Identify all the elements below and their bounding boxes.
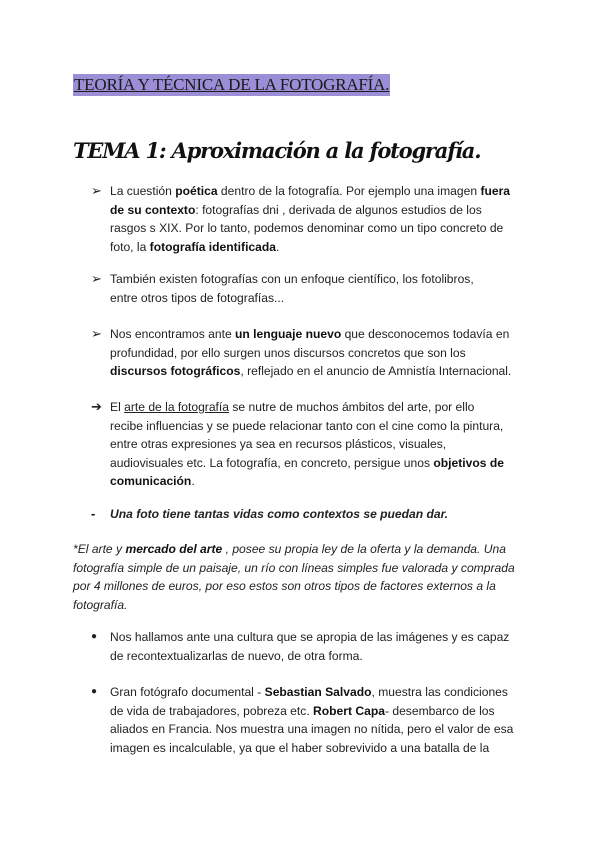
bullet-item-2-text: También existen fotografías con un enfoque científico, los fotolibros, entre otros tipos de fotografías... bbox=[110, 272, 474, 305]
arrowhead-bullet-icon: ➢ bbox=[91, 183, 102, 198]
arrowhead-bullet-icon: ➢ bbox=[91, 326, 102, 341]
bullet-item-1-text: La cuestión poética dentro de la fotografía. Por ejemplo una imagen fuera de su contexto: fotografías dni , derivada de algunos estudios de los rasgos s XIX. Por lo tanto, podemos denominar como un tipo concreto de foto, la fotografía identificada. bbox=[110, 184, 511, 254]
bullet-item-3-text: Nos encontramos ante un lenguaje nuevo que desconocemos todavía en profundidad, por ello surgen unos discursos concretos que son los discursos fotográficos, reflejado en el anuncio de Amnistía Internacional. bbox=[110, 327, 512, 379]
bullet-item-4-text: El arte de la fotografía se nutre de muchos ámbitos del arte, por ello recibe influencias y se puede relacionar tanto con el cine como la pintura, entre otras expresiones ya sea en recursos plásticos, visuales, audiovisuales etc. La fotografía, en concreto, persigue unos objetivos de comunicación. bbox=[110, 400, 504, 489]
note-paragraph: *El arte y mercado del arte , posee su propia ley de la oferta y la demanda. Una fotografía simple de un paisaje, un río con líneas simples fue valorada y comprada por 4 millones de euros, por eso estos son otros tipos de factores externos a la fotografía. bbox=[73, 542, 515, 612]
dash-bullet-icon: - bbox=[91, 506, 96, 521]
document-header-title: TEORÍA Y TÉCNICA DE LA FOTOGRAFÍA. bbox=[74, 75, 390, 94]
round-bullet-icon: ● bbox=[91, 631, 98, 642]
round-bullet-icon: ● bbox=[91, 686, 98, 697]
bullet-item-6-text: Nos hallamos ante una cultura que se apropia de las imágenes y es capaz de recontextualizarlas de nuevo, de otra forma. bbox=[110, 630, 510, 663]
arrow-bullet-icon: ➔ bbox=[91, 399, 102, 414]
bullet-item-7-text: Gran fotógrafo documental - Sebastian Salvado, muestra las condiciones de vida de trabajadores, pobreza etc. Robert Capa- desembarco de los aliados en Francia. Nos muestra una imagen no nítida, pero el valor de esa imagen es incalculable, ya que el haber sobrevivido a una batalla de la bbox=[110, 685, 514, 755]
tema-title: TEMA 1: Aproximación a la fotografía. bbox=[73, 138, 481, 163]
quote-text: Una foto tiene tantas vidas como contextos se puedan dar. bbox=[110, 507, 449, 521]
arrowhead-bullet-icon: ➢ bbox=[91, 271, 102, 286]
